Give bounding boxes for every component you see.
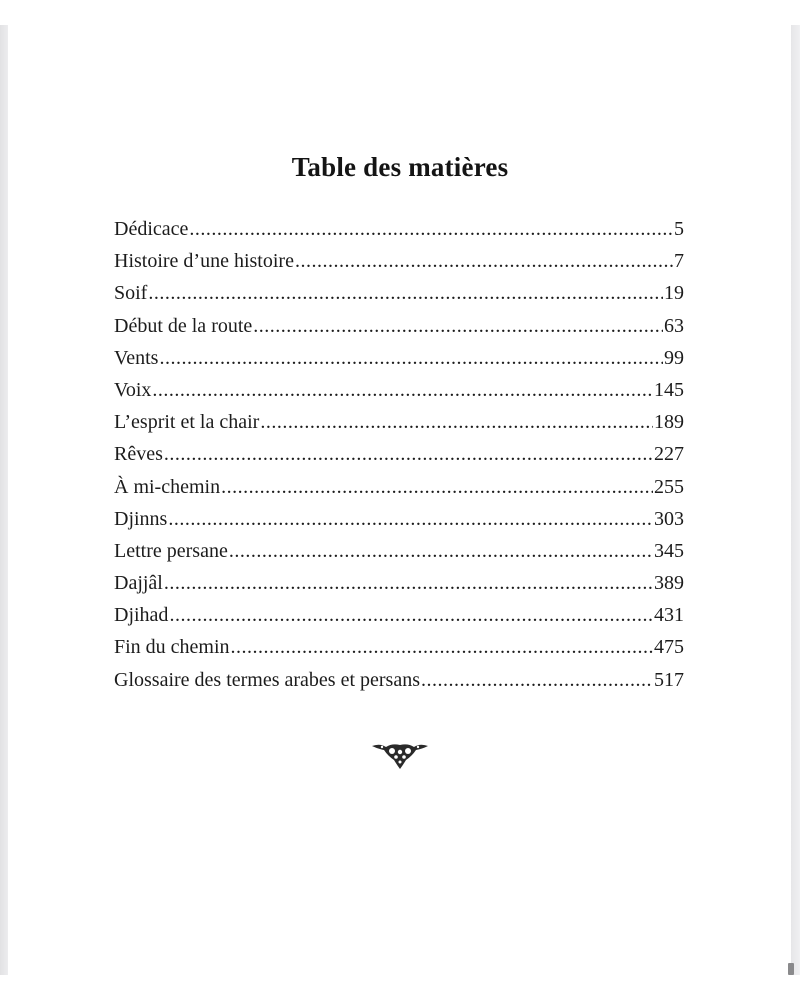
toc-entry-label: Lettre persane	[114, 539, 228, 562]
toc-entry-page: 227	[654, 443, 684, 466]
dot-leader	[159, 342, 663, 374]
toc-entry-label: L’esprit et la chair	[114, 411, 260, 434]
dot-leader	[221, 471, 653, 503]
toc-entry-page: 189	[654, 411, 684, 434]
dot-leader	[164, 567, 653, 599]
toc-entry[interactable]	[114, 471, 684, 503]
toc-entry-label: Vents	[114, 346, 159, 369]
toc-entry-page: 517	[654, 668, 684, 691]
dot-leader	[164, 438, 653, 470]
toc-entry[interactable]	[114, 438, 684, 470]
toc-entry[interactable]	[114, 406, 684, 438]
dot-leader	[421, 664, 653, 696]
toc-entry-label: Début de la route	[114, 314, 253, 337]
toc-entry[interactable]	[114, 567, 684, 599]
scrollbar-thumb[interactable]	[788, 963, 794, 975]
toc-entry[interactable]	[114, 342, 684, 374]
toc-entry-label: Dajjâl	[114, 572, 163, 595]
dot-leader	[169, 599, 653, 631]
toc-entry-label: Rêves	[114, 443, 163, 466]
dot-leader	[189, 213, 673, 245]
toc-entry-label: Fin du chemin	[114, 636, 230, 659]
toc-entry-label: Djinns	[114, 507, 168, 530]
dot-leader	[260, 406, 653, 438]
dot-leader	[253, 310, 663, 342]
toc-entry[interactable]	[114, 535, 684, 567]
toc-entry-label: Histoire d’une histoire	[114, 250, 294, 273]
toc-entry-page: 5	[674, 218, 684, 240]
toc-entry[interactable]	[114, 374, 684, 406]
page-title: Table des matières	[291, 152, 509, 182]
toc-entry-label: À mi-chemin	[114, 475, 221, 498]
toc-entry-page: 99	[664, 346, 684, 369]
toc-entry-page: 431	[654, 604, 684, 627]
toc-entry[interactable]	[114, 245, 684, 277]
table-of-contents	[114, 213, 684, 696]
dot-leader	[229, 535, 653, 567]
toc-entry[interactable]	[114, 664, 684, 696]
dot-leader	[231, 631, 653, 663]
toc-entry-page: 475	[654, 636, 684, 659]
toc-entry-label: Dédicace	[114, 218, 189, 240]
toc-entry-page: 7	[674, 250, 684, 273]
toc-entry-page: 255	[654, 475, 684, 498]
toc-entry-page: 19	[664, 282, 684, 305]
toc-entry-page: 345	[654, 539, 684, 562]
toc-entry[interactable]	[114, 213, 684, 245]
toc-entry[interactable]	[114, 277, 684, 309]
toc-entry-page: 63	[664, 314, 684, 337]
toc-entry[interactable]	[114, 631, 684, 663]
toc-entry[interactable]	[114, 599, 684, 631]
toc-entry-page: 145	[654, 378, 684, 401]
toc-entry[interactable]	[114, 310, 684, 342]
toc-entry-label: Voix	[114, 378, 152, 401]
toc-entry-page: 303	[654, 507, 684, 530]
toc-entry-label: Djihad	[114, 604, 169, 627]
dot-leader	[295, 245, 673, 277]
fleuron-ornament-icon	[370, 740, 430, 770]
toc-entry[interactable]	[114, 503, 684, 535]
dot-leader	[168, 503, 653, 535]
dot-leader	[152, 374, 653, 406]
toc-entry-label: Glossaire des termes arabes et persans	[114, 668, 420, 691]
dot-leader	[148, 277, 663, 309]
toc-entry-label: Soif	[114, 282, 148, 305]
toc-entry-page: 389	[654, 572, 684, 595]
